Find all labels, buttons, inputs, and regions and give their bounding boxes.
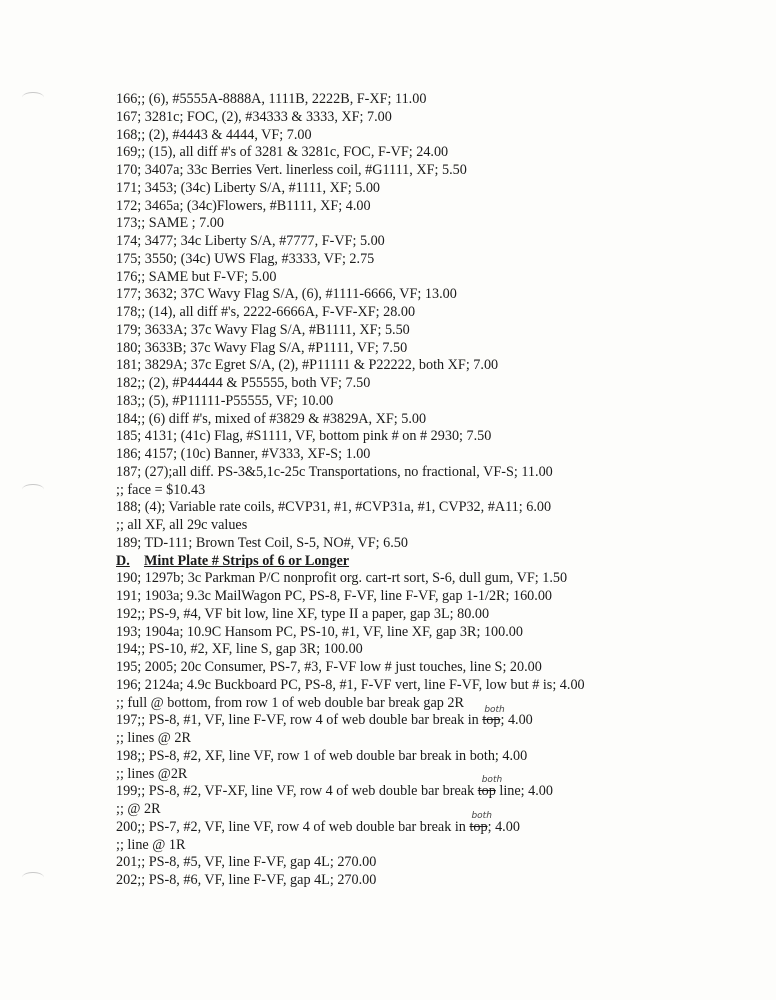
section-letter: D. <box>116 552 130 569</box>
listing-line: 166;; (6), #5555A-8888A, 1111B, 2222B, F-XF; 11.00 <box>116 91 427 107</box>
listing-line: ;; line @ 1R <box>116 836 186 853</box>
listing-line: 167; 3281c; FOC, (2), #34333 & 3333, XF; 7.00 <box>116 108 392 125</box>
listing-line: 187; (27);all diff. PS-3&5,1c-25c Transportations, no fractional, VF-S; 11.00 <box>116 463 553 480</box>
listing-line: 179; 3633A; 37c Wavy Flag S/A, #B1111, XF; 5.50 <box>116 321 410 338</box>
handwritten-note: both <box>484 705 505 716</box>
section-heading <box>116 553 756 571</box>
listing-line: 168;; (2), #4443 & 4444, VF; 7.00 <box>116 126 312 143</box>
listing-line: 183;; (5), #P11111-P55555, VF; 10.00 <box>116 392 334 409</box>
struck-word: top <box>469 818 488 835</box>
listing-line: 171; 3453; (34c) Liberty S/A, #1111, XF; 5.00 <box>116 179 381 196</box>
listing-line: 172; 3465a; (34c)Flowers, #B1111, XF; 4.00 <box>116 197 371 214</box>
listing-line: ;; face = $10.43 <box>116 481 206 498</box>
line-text: 200;; PS-7, #2, VF, line VF, row 4 of web double bar break in <box>116 818 470 835</box>
struck-word: top <box>482 712 501 729</box>
listing-text <box>116 91 756 890</box>
listing-line: 186; 4157; (10c) Banner, #V333, XF-S; 1.00 <box>116 446 371 462</box>
listing-line: 176;; SAME but F-VF; 5.00 <box>116 268 277 285</box>
listing-line: ;; lines @2R <box>116 765 188 782</box>
listing-line: 194;; PS-10, #2, XF, line S, gap 3R; 100.00 <box>116 641 363 658</box>
listing-line: 202;; PS-8, #6, VF, line F-VF, gap 4L; 270.00 <box>116 872 377 888</box>
listing-line: ;; full @ bottom, from row 1 of web double bar break gap 2R <box>116 694 464 711</box>
listing-line: 191; 1903a; 9.3c MailWagon PC, PS-8, F-VF, line F-VF, gap 1-1/2R; 160.00 <box>116 588 553 604</box>
line-text: 199;; PS-8, #2, VF-XF, line VF, row 4 of web double bar break <box>116 783 478 800</box>
line-text: 197;; PS-8, #1, VF, line F-VF, row 4 of web double bar break in <box>116 712 483 729</box>
listing-line: 196; 2124a; 4.9c Buckboard PC, PS-8, #1, F-VF vert, line F-VF, low but # is; 4.00 <box>116 676 585 693</box>
listing-line: 182;; (2), #P44444 & P55555, both VF; 7.50 <box>116 375 371 391</box>
listing-line: 181; 3829A; 37c Egret S/A, (2), #P11111 & P22222, both XF; 7.00 <box>116 357 499 374</box>
listing-line: 201;; PS-8, #5, VF, line F-VF, gap 4L; 270.00 <box>116 854 377 871</box>
listing-line: ;; @ 2R <box>116 801 161 817</box>
listing-line: 195; 2005; 20c Consumer, PS-7, #3, F-VF low # just touches, line S; 20.00 <box>116 659 542 675</box>
listing-line: ;; all XF, all 29c values <box>116 517 248 533</box>
struck-word: top <box>477 783 496 800</box>
listing-line: 185; 4131; (41c) Flag, #S1111, VF, bottom pink # on # 2930; 7.50 <box>116 428 492 445</box>
listing-line: 180; 3633B; 37c Wavy Flag S/A, #P1111, VF; 7.50 <box>116 339 408 356</box>
listing-line-200 <box>116 810 756 837</box>
listing-line-199 <box>116 775 756 801</box>
line-price: ; 4.00 <box>487 818 520 835</box>
punch-hole-mark <box>22 484 44 495</box>
listing-line-197 <box>116 705 756 730</box>
listing-line: 190; 1297b; 3c Parkman P/C nonprofit org. cart-rt sort, S-6, dull gum, VF; 1.50 <box>116 570 568 587</box>
listing-line: 193; 1904a; 10.9C Hansom PC, PS-10, #1, VF, line XF, gap 3R; 100.00 <box>116 623 523 640</box>
listing-line: ;; lines @ 2R <box>116 730 191 746</box>
punch-hole-mark <box>22 872 44 883</box>
handwritten-note: both <box>471 810 492 821</box>
line-price: line; 4.00 <box>495 783 553 800</box>
listing-line: 188; (4); Variable rate coils, #CVP31, #1, #CVP31a, #1, CVP32, #A11; 6.00 <box>116 499 552 516</box>
listing-line: 184;; (6) diff #'s, mixed of #3829 & #3829A, XF; 5.00 <box>116 410 427 427</box>
line-price: ; 4.00 <box>500 712 533 729</box>
handwritten-note: both <box>481 775 503 786</box>
listing-line: 177; 3632; 37C Wavy Flag S/A, (6), #1111-6666, VF; 13.00 <box>116 286 457 303</box>
listing-line: 170; 3407a; 33c Berries Vert. linerless coil, #G1111, XF; 5.50 <box>116 162 467 178</box>
listing-line: 178;; (14), all diff #'s, 2222-6666A, F-VF-XF; 28.00 <box>116 304 416 320</box>
listing-line: 198;; PS-8, #2, XF, line VF, row 1 of web double bar break in both; 4.00 <box>116 747 528 764</box>
listing-line: 174; 3477; 34c Liberty S/A, #7777, F-VF; 5.00 <box>116 233 385 249</box>
listing-line: 175; 3550; (34c) UWS Flag, #3333, VF; 2.75 <box>116 250 375 267</box>
listing-line: 192;; PS-9, #4, VF bit low, line XF, type II a paper, gap 3L; 80.00 <box>116 605 490 622</box>
listing-line: 173;; SAME ; 7.00 <box>116 215 224 232</box>
punch-hole-mark <box>22 92 44 103</box>
section-title: Mint Plate # Strips of 6 or Longer <box>144 552 350 569</box>
listing-line: 189; TD-111; Brown Test Coil, S-5, NO#, VF; 6.50 <box>116 534 408 551</box>
listing-line: 169;; (15), all diff #'s of 3281 & 3281c, FOC, F-VF; 24.00 <box>116 144 449 161</box>
